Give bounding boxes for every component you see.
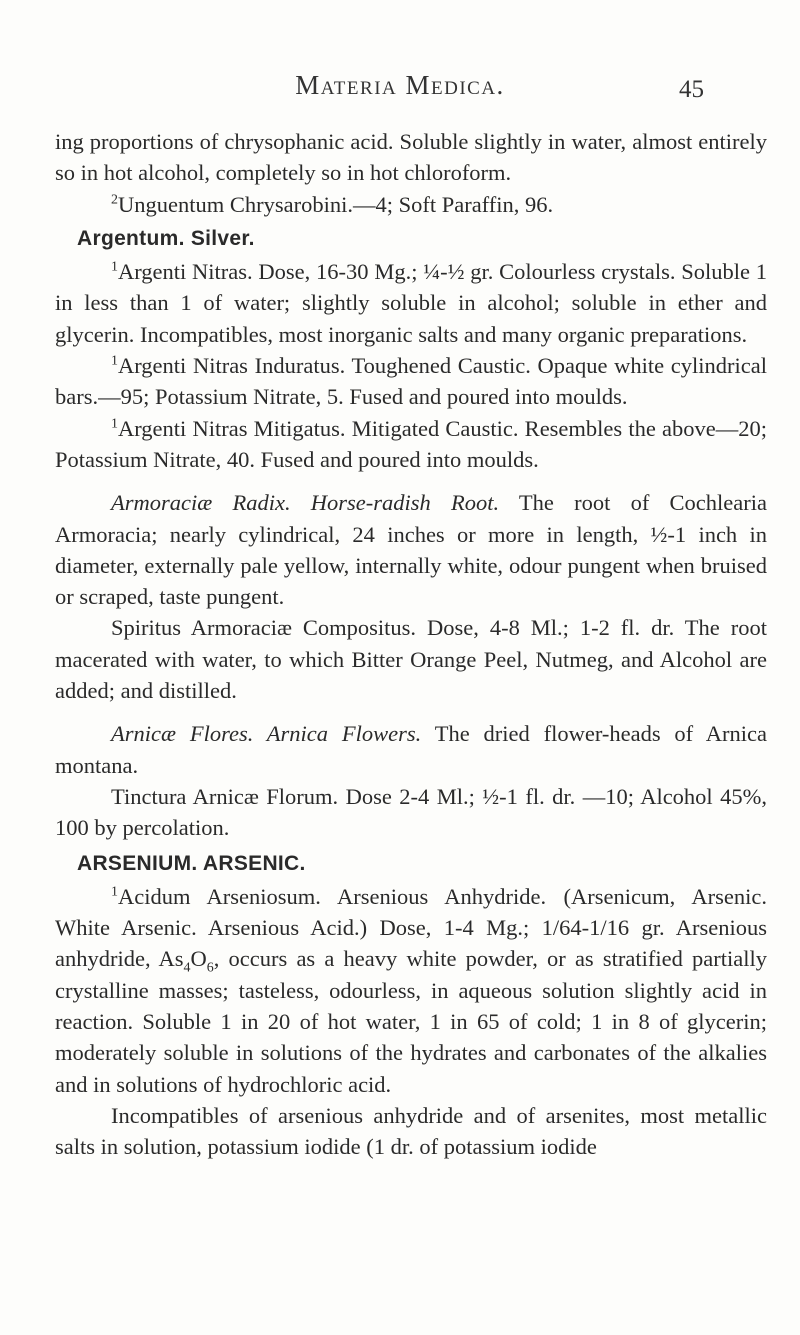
page-number: 45 [679, 76, 704, 103]
subscript: 6 [206, 960, 214, 976]
paragraph-acidum-arseniosum [55, 881, 767, 1100]
page-body [55, 126, 767, 1163]
subscript: 4 [183, 960, 191, 976]
page-header [0, 70, 800, 110]
paragraph-unguentum [55, 189, 767, 220]
paragraph-argenti-induratus [55, 350, 767, 413]
paragraph-text: O [190, 946, 207, 972]
footnote-mark: 2 [111, 192, 118, 208]
paragraph-text: Argenti Nitras Mitigatus. Mitigated Caustic. Resembles the above—20; Potassium Nitrate, 40. Fused and poured into moulds. [55, 415, 767, 472]
paragraph-tinctura: Tinctura Arnicæ Florum. Dose 2-4 Ml.; ½-1 fl. dr. —10; Alcohol 45%, 100 by percolation. [55, 783, 767, 841]
footnote-mark: 1 [111, 416, 118, 432]
footnote-mark: 1 [111, 259, 118, 275]
paragraph-spiritus: Spiritus Armoraciæ Compositus. Dose, 4-8 Ml.; 1-2 fl. dr. The root macerated with water, to which Bitter Orange Peel, Nutmeg, and Alcohol are added; and distilled. [55, 615, 767, 704]
paragraph-text: , occurs as a heavy white powder, or as stratified partially crystalline masses; tasteless, odourless, in aqueous solution slightly acid in reaction. Soluble 1 in 20 of hot water, 1 in 65 of cold; 1 in 8 of glycerin; moderately soluble in solutions of the hydrates and carbonates of the alkalies and in solutions of hydrochloric acid. [55, 946, 767, 1097]
footnote-mark: 1 [111, 884, 118, 900]
paragraph-text: The dried flower-heads of Arnica montana. [55, 721, 767, 778]
paragraph-chrysophanic: ing proportions of chrysophanic acid. Soluble slightly in water, almost entirely so in hot alcohol, completely so in hot chloroform. [55, 129, 767, 186]
paragraph-armoraciae [55, 487, 767, 612]
paragraph-text: Unguentum Chrysarobini.—4; Soft Paraffin, 96. [117, 191, 554, 217]
italic-entry-title: Armoraciæ Radix. Horse-radish Root. [111, 490, 500, 516]
paragraph-arnicae [55, 718, 767, 781]
footnote-mark: 1 [111, 353, 118, 369]
paragraph-argenti-nitras [55, 256, 767, 350]
section-heading-argentum: Argentum. Silver. [77, 226, 255, 250]
paragraph-argenti-mitigatus [55, 413, 767, 476]
running-head: Materia Medica. [295, 70, 505, 100]
paragraph-incompatibles: Incompatibles of arsenious anhydride and of arsenites, most metallic salts in solution, potassium iodide (1 dr. of potassium iodide [55, 1102, 767, 1160]
italic-entry-title: Arnicæ Flores. Arnica Flowers. [111, 721, 422, 747]
paragraph-text: The root of Cochlearia Armoracia; nearly cylindrical, 24 inches or more in length, ½-1 inch in diameter, externally pale yellow, internally white, odour pungent when bruised or scraped, taste pungent. [55, 490, 767, 610]
paragraph-text: Acidum Arseniosum. Arsenious Anhydride. (Arsenicum, Arsenic. White Arsenic. Arsenious Acid.) Dose, 1-4 Mg.; 1/64-1/16 gr. Arsenious anhydride, As [55, 883, 767, 972]
paragraph-text: Argenti Nitras Induratus. Toughened Caustic. Opaque white cylindrical bars.—95; Potassium Nitrate, 5. Fused and poured into moulds. [55, 353, 767, 410]
paragraph-text: Argenti Nitras. Dose, 16-30 Mg.; ¼-½ gr. Colourless crystals. Soluble 1 in less than 1 of water; slightly soluble in alcohol; soluble in ether and glycerin. Incompatibles, most inorganic salts and many organic preparations. [55, 259, 767, 347]
section-heading-arsenium: ARSENIUM. ARSENIC. [77, 851, 306, 875]
